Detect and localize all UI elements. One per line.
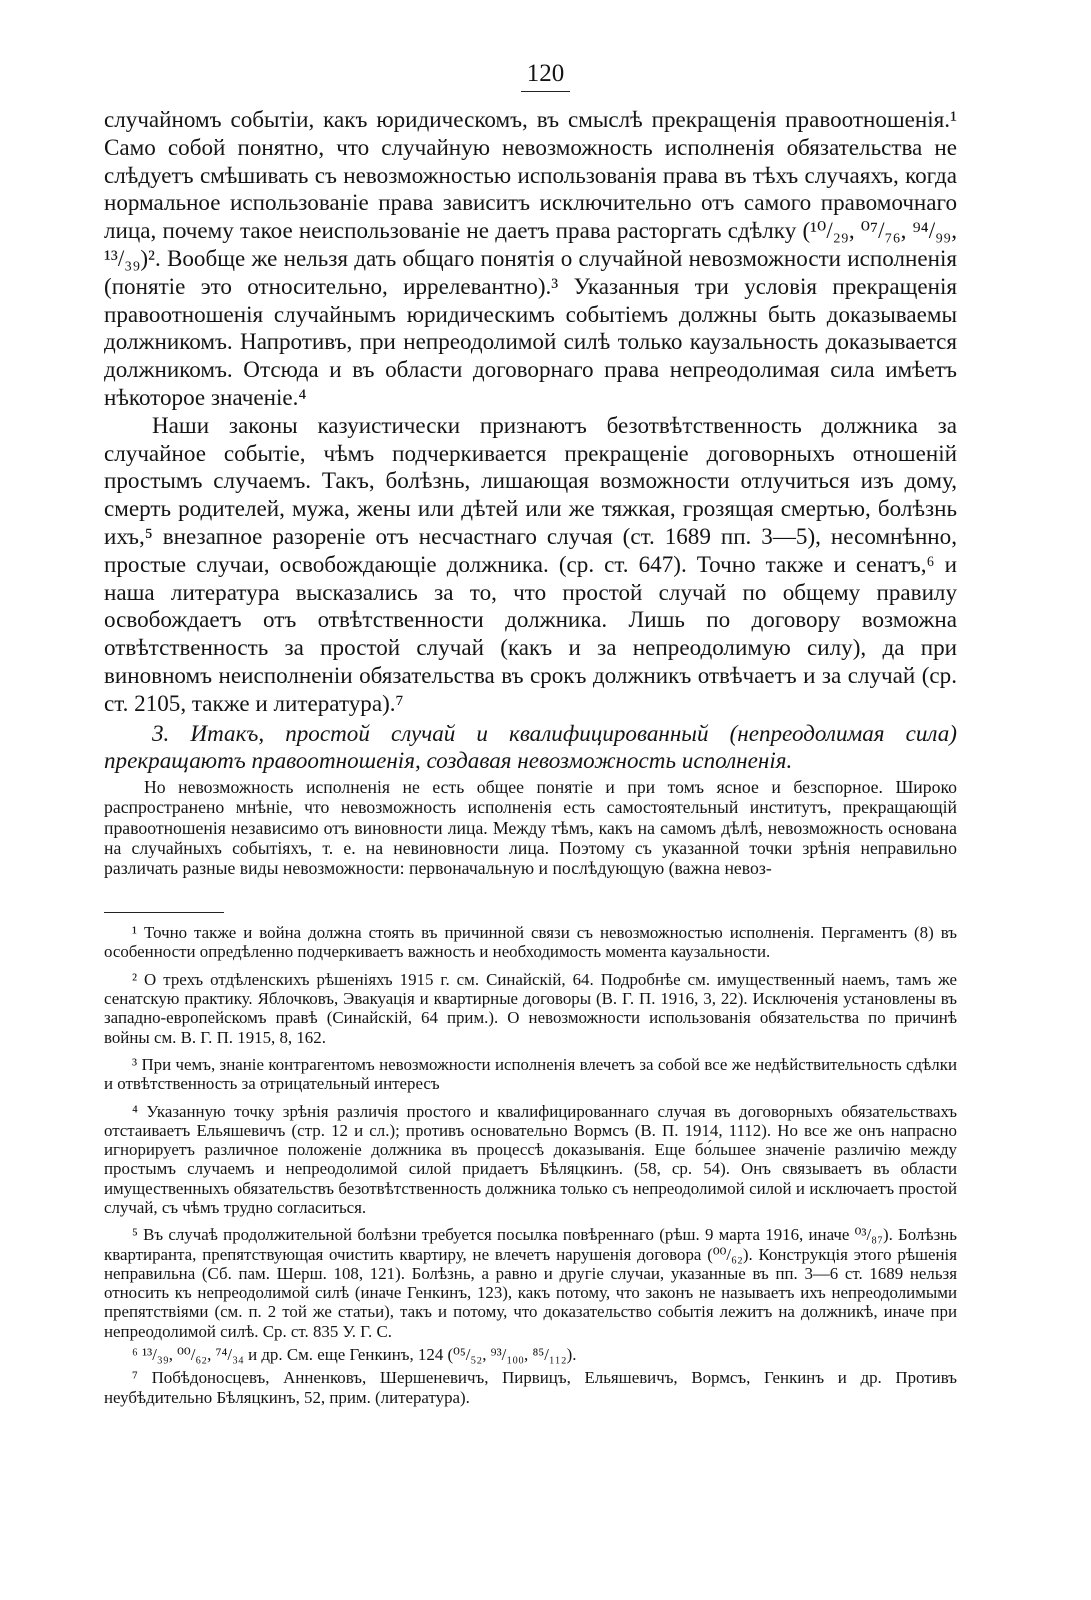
footnotes (104, 923, 957, 1407)
paragraph-our-laws: Наши законы казуистически признаютъ безотвѣтственность должника за случайное событіе, чѣмъ подчеркивается прекращеніе договорныхъ отношеній простымъ случаемъ. Такъ, болѣзнь, лишающая возможности отлучиться изъ дому, смерть родителей, мужа, жены или дѣтей или же тяжкая, грозящая смертью, болѣзнь ихъ,⁵ внезапное разореніе отъ несчастнаго случая (ст. 1689 пп. 3—5), несомнѣнно, простые случаи, освобождающіе должника. (ср. ст. 647). Точно также и сенатъ,⁶ и наша литература высказались за то, что простой случай по общему правилу освобождаетъ отъ отвѣтственности должника. Лишь по договору возможна отвѣтственность за простой случай (какъ и за непреодолимую силу), да при виновномъ неисполненіи обязательства въ срокъ должникъ отвѣчаетъ и за случай (ср. ст. 2105, также и литература).⁷ (104, 411, 957, 716)
paragraph-continuation: случайномъ событіи, какъ юридическомъ, въ смыслѣ прекращенія правоотношенія.¹ Само собой понятно, что случайную невозможность исполненія обязательства не слѣдуетъ смѣшивать съ невозможностью использованія права въ тѣхъ случаяхъ, когда нормальное использованіе права зависитъ исключительно отъ самого правомочнаго лица, почему такое неиспользованіе не даетъ права расторгать сдѣлку (¹⁰/₂₉, ⁰⁷/₇₆, ⁹⁴/₉₉, ¹³/₃₉)². Вообще же нельзя дать общаго понятія о случайной невозможности исполненія (понятіе это относительно, иррелевантно).³ Указанныя три условія прекращенія правоотношенія случайнымъ юридическимъ событіемъ должны быть доказываемы должникомъ. Напротивъ, при непреодолимой силѣ только каузальность доказывается должникомъ. Отсюда и въ области договорнаго права непреодолимая сила имѣетъ нѣкоторое значеніе.⁴ (104, 106, 957, 410)
footnote-3: ³ При чемъ, знаніе контрагентомъ невозможности исполненія влечетъ за собой все же недѣйствительность сдѣлки и отвѣтственность за отрицательный интересъ (104, 1054, 957, 1094)
page-number-text: 120 (521, 58, 571, 92)
small-print-paragraph: Но невозможность исполненія не есть общее понятіе и при томъ ясное и безспорное. Широко распространено мнѣніе, что невозможность исполненія есть самостоятельный институтъ, прекращающій правоотношенія независимо отъ виновности лица. Между тѣмъ, какъ на самомъ дѣлѣ, невозможность основана на случайныхъ событіяхъ, т. е. на невиновности лица. Поэтому съ указанной точки зрѣнія неправильно различать разные виды невозможности: первоначальную и послѣдующую (важна невоз- (104, 777, 957, 878)
footnote-6: ⁶ ¹³/₃₉, ⁰⁰/₆₂, ⁷⁴/₃₄ и др. См. еще Генкинъ, 124 (⁰⁵/₅₂, ⁹³/₁₀₀, ⁸⁵/₁₁₂). (132, 1345, 577, 1365)
thesis-statement: 3. Итакъ, простой случай и квалифицированный (непреодолимая сила) прекращаютъ правоотношенія, создавая невозможность исполненія. (104, 719, 957, 774)
footnote-5: ⁵ Въ случаѣ продолжительной болѣзни требуется посылка повѣреннаго (рѣш. 9 марта 1916, иначе ⁰³/₈₇). Болѣзнь квартиранта, препятствующая очистить квартиру, не влечетъ нарушенія договора (⁰⁰/₆₂). Конструкція этого рѣшенія неправильна (Сб. пам. Шерш. 108, 121). Болѣзнь, а равно и другіе случаи, указанные въ пп. 3—6 ст. 1689 нельзя относить къ непреодолимой силѣ (иначе Генкинъ, 123), какъ потому, что законъ не называетъ ихъ непреодолимыми препятствіями (см. п. 2 той же статьи), такъ и потому, что доказательство событія лежитъ на должникѣ, иначе при непреодолимой силѣ. Ср. ст. 835 У. Г. С. (104, 1225, 957, 1341)
footnote-divider (104, 912, 224, 913)
footnote-7: ⁷ Побѣдоносцевъ, Анненковъ, Шершеневичъ, Пирвицъ, Ельяшевичъ, Вормсъ, Генкинъ и др. Противъ неубѣдительно Бѣляцкинъ, 52, прим. (литература). (104, 1368, 957, 1407)
main-text (104, 106, 957, 775)
page-number (104, 58, 957, 92)
footnote-2: ² О трехъ отдѣленскихъ рѣшеніяхъ 1915 г. см. Синайскій, 64. Подробнѣе см. имущественный наемъ, тамъ же сенатскую практику. Яблочковъ, Эвакуація и квартирные договоры (В. Г. П. 1916, 3, 22). Исключенія установлены въ западно-европейскомъ правѣ (Синайскій, 64 прим.). О невозможности использованія обязательства по причинѣ войны см. В. Г. П. 1915, 8, 162. (104, 969, 957, 1047)
footnote-4: ⁴ Указанную точку зрѣнія различія простого и квалифицированнаго случая въ договорныхъ обязательствахъ отстаиваетъ Ельяшевичъ (стр. 12 и сл.); противъ основательно Вормсъ (В. П. 1914, 1112). Но все же онъ напрасно игнорируетъ различное положеніе должника въ процессѣ доказыванія. Еще бо́льшее значеніе различію между простымъ случаемъ и непреодолимой силой придаетъ Бѣляцкинъ. (58, ср. 54). Онъ связываетъ въ области имущественныхъ обязательствъ безотвѣтственность должника только съ непреодолимой силой и исключаетъ простой случай, съ чѣмъ трудно согласиться. (104, 1101, 957, 1217)
footnote-1: ¹ Точно также и война должна стоять въ причинной связи съ невозможностью исполненія. Пергаментъ (8) въ особенности опредѣленно подчеркиваетъ важность и необходимость момента каузальности. (104, 923, 957, 962)
small-print-text (104, 777, 957, 878)
